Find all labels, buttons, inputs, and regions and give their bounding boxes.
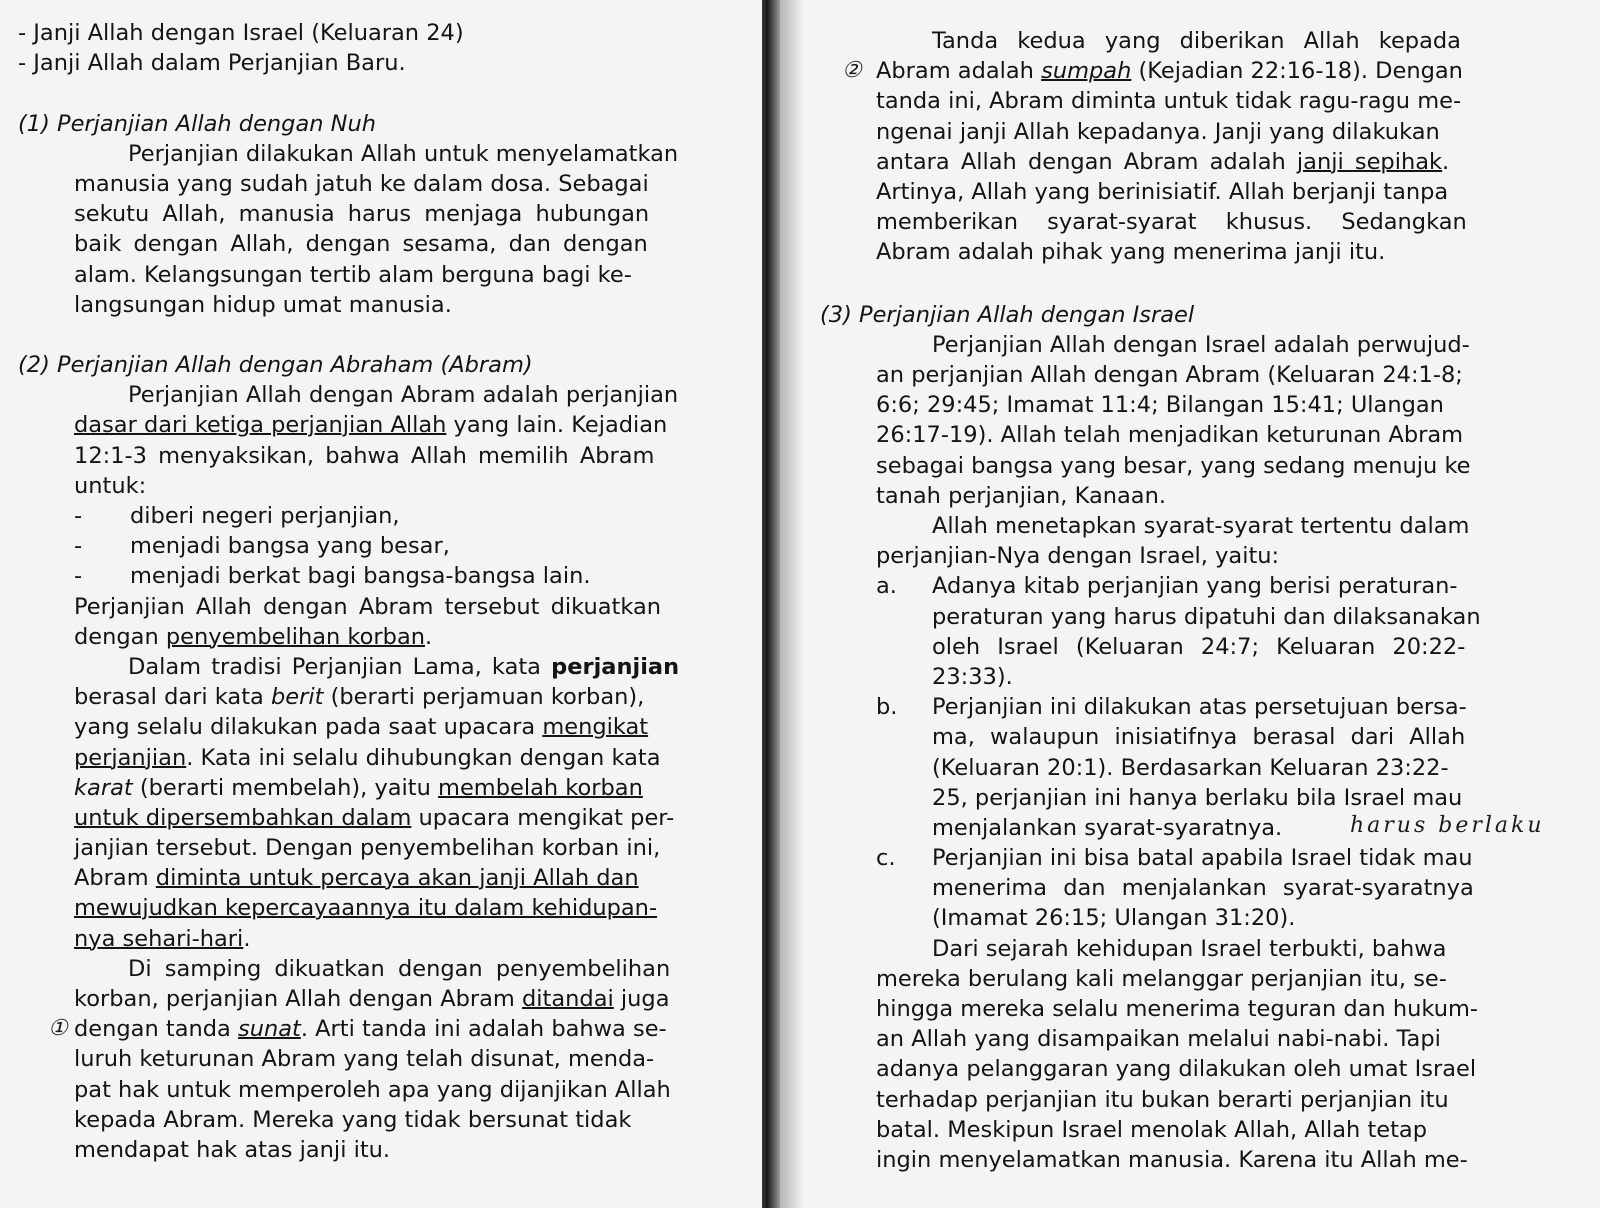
item-text: oleh Israel (Keluaran 24:7; Keluaran 20:22-	[932, 633, 1466, 660]
italic-term: karat	[74, 774, 133, 801]
paragraph-line: manusia yang sudah jatuh ke dalam dosa. Sebagai	[74, 170, 649, 197]
text-span: . Arti tanda ini adalah bahwa se-	[300, 1016, 667, 1043]
text-span: upacara mengikat per-	[411, 804, 675, 831]
paragraph-line: mereka berulang kali melanggar perjanjian itu, se-	[876, 965, 1447, 992]
bullet-item	[18, 531, 763, 561]
bullet-item	[18, 501, 763, 531]
text-span: yang lain. Kejadian	[446, 412, 668, 439]
paragraph-line: Allah menetapkan syarat-syarat tertentu dalam	[932, 513, 1470, 539]
item-text: ma, walaupun inisiatifnya berasal dari Allah	[932, 724, 1466, 751]
paragraph-line: adanya pelanggaran yang dilakukan oleh umat Israel	[876, 1056, 1477, 1083]
paragraph-line: kepada Abram. Mereka yang tidak bersunat tidak	[74, 1106, 632, 1133]
item-text: Adanya kitab perjanjian yang berisi peraturan-	[932, 573, 1458, 600]
text-span: .	[1442, 148, 1450, 175]
paragraph-line: 12:1-3 menyaksikan, bahwa Allah memilih Abram	[74, 442, 655, 469]
paragraph-line: Perjanjian Allah dengan Abram adalah perjanjian	[128, 382, 679, 409]
paragraph-line: Perjanjian Allah dengan Abram tersebut dikuatkan	[74, 593, 662, 620]
text-span: . Kata ini selalu dihubungkan dengan kata	[186, 744, 661, 771]
paragraph-line: Artinya, Allah yang berinisiatif. Allah berjanji tanpa	[876, 178, 1449, 205]
paragraph-line: Tanda kedua yang diberikan Allah kepada	[932, 28, 1461, 54]
text-span: Abram	[74, 865, 156, 892]
paragraph-line: hingga mereka selalu menerima teguran dan hukum-	[876, 996, 1478, 1022]
text-span: Dalam tradisi Perjanjian Lama, kata	[128, 653, 552, 680]
paragraph-line: ingin menyelamatkan manusia. Karena itu Allah me-	[876, 1146, 1468, 1173]
text-span: antara Allah dengan Abram adalah	[876, 148, 1297, 175]
paragraph-line: pat hak untuk memperoleh apa yang dijanjikan Allah	[74, 1076, 671, 1103]
item-text: menjalankan syarat-syaratnya.	[932, 814, 1283, 841]
paragraph-line: Abram adalah pihak yang menerima janji itu.	[876, 239, 1386, 266]
item-text: 25, perjanjian ini hanya berlaku bila Israel mau	[932, 784, 1463, 811]
paragraph-line: 26:17-19). Allah telah menjadikan keturunan Abram	[876, 422, 1464, 449]
underlined-phrase: diminta untuk percaya akan janji Allah dan	[155, 865, 639, 892]
text-span: dengan	[74, 623, 166, 650]
italic-term: sunat	[237, 1016, 301, 1043]
paragraph-line: Di samping dikuatkan dengan penyembelihan	[128, 955, 671, 982]
italic-term: berit	[271, 684, 324, 711]
underlined-phrase: dasar dari ketiga perjanjian Allah	[74, 412, 447, 439]
item-marker: a.	[876, 573, 897, 600]
gutter-shadow	[780, 0, 804, 1208]
item-text: Perjanjian ini dilakukan atas persetujuan bersa-	[932, 694, 1467, 721]
item-text: (Imamat 26:15; Ulangan 31:20).	[932, 905, 1296, 932]
underlined-phrase: ditandai	[522, 986, 614, 1012]
bold-term: perjanjian	[551, 653, 680, 680]
section-heading-1: (1) Perjanjian Allah dengan Nuh	[18, 110, 377, 137]
bullet-dash: -	[74, 503, 83, 529]
section-heading-2: (2) Perjanjian Allah dengan Abraham (Abram)	[18, 352, 533, 379]
text-span: juga	[613, 986, 670, 1012]
paragraph-line: alam. Kelangsungan tertib alam berguna bagi ke-	[74, 261, 632, 288]
text-span: dengan tanda	[74, 1016, 238, 1043]
bullet-text: menjadi berkat bagi bangsa-bangsa lain.	[130, 563, 591, 590]
text-span: Abram adalah	[876, 58, 1042, 85]
underlined-phrase: membelah korban	[438, 774, 643, 801]
bullet-item	[18, 561, 763, 591]
text-span: korban, perjanjian Allah dengan Abram	[74, 986, 523, 1012]
paragraph-line: sekutu Allah, manusia harus menjaga hubungan	[74, 201, 650, 228]
underlined-phrase: mewujudkan kepercayaannya itu dalam kehidupan-	[74, 895, 658, 922]
paragraph-line: langsungan hidup umat manusia.	[74, 291, 452, 318]
list-item	[820, 571, 1582, 601]
paragraph-line: Dari sejarah kehidupan Israel terbukti, bahwa	[932, 935, 1447, 962]
margin-mark-icon: ②	[842, 58, 862, 84]
text-span: yang selalu dilakukan pada saat upacara	[74, 714, 543, 741]
margin-mark-icon: ①	[48, 1016, 68, 1042]
item-text: 23:33).	[932, 663, 1013, 690]
underlined-phrase: penyembelihan korban	[165, 623, 425, 650]
paragraph-line: tanah perjanjian, Kanaan.	[876, 482, 1166, 509]
item-text: (Keluaran 20:1). Berdasarkan Keluaran 23:22-	[932, 754, 1449, 781]
underlined-phrase: janji sepihak	[1296, 148, 1443, 175]
list-item: - Janji Allah dalam Perjanjian Baru.	[18, 50, 406, 77]
paragraph-line: baik dengan Allah, dengan sesama, dan dengan	[74, 231, 648, 258]
list-item: - Janji Allah dengan Israel (Keluaran 24)	[18, 20, 464, 46]
list-item	[820, 692, 1582, 722]
text-span: (berarti perjamuan korban),	[323, 684, 645, 711]
text-span: (berarti membelah), yaitu	[132, 774, 439, 801]
paragraph-line: sebagai bangsa yang besar, yang sedang menuju ke	[876, 452, 1471, 479]
text-span: .	[425, 623, 433, 650]
item-marker: b.	[876, 694, 898, 721]
paragraph-line: batal. Meskipun Israel menolak Allah, Allah tetap	[876, 1116, 1427, 1143]
bullet-dash: -	[74, 533, 83, 560]
left-column	[18, 0, 763, 1165]
paragraph-line: an perjanjian Allah dengan Abram (Keluaran 24:1-8;	[876, 362, 1463, 389]
paragraph-line: 6:6; 29:45; Imamat 11:4; Bilangan 15:41; Ulangan	[876, 392, 1444, 419]
item-text: peraturan yang harus dipatuhi dan dilaksanakan	[932, 603, 1481, 630]
paragraph-line: perjanjian-Nya dengan Israel, yaitu:	[876, 543, 1280, 570]
bullet-text: diberi negeri perjanjian,	[130, 503, 400, 529]
text-span: berasal dari kata	[74, 684, 271, 711]
bullet-text: menjadi bangsa yang besar,	[130, 533, 450, 560]
item-text: menerima dan menjalankan syarat-syaratnya	[932, 875, 1474, 902]
paragraph-line: mendapat hak atas janji itu.	[74, 1136, 391, 1163]
paragraph-line: luruh keturunan Abram yang telah disunat, menda-	[74, 1046, 655, 1073]
text-span: .	[243, 925, 251, 952]
paragraph-line: janjian tersebut. Dengan penyembelihan korban ini,	[74, 835, 661, 862]
paragraph-line: Perjanjian Allah dengan Israel adalah perwujud-	[932, 331, 1470, 358]
handwritten-note: harus berlaku	[1350, 812, 1545, 838]
underlined-phrase: perjanjian	[74, 744, 187, 771]
page-gutter	[762, 0, 780, 1208]
underlined-phrase: untuk dipersembahkan dalam	[74, 804, 412, 831]
section-heading-3: (3) Perjanjian Allah dengan Israel	[820, 301, 1195, 328]
list-item	[820, 843, 1582, 873]
item-marker: c.	[876, 845, 896, 872]
item-text: Perjanjian ini bisa batal apabila Israel tidak mau	[932, 845, 1473, 872]
bullet-dash: -	[74, 563, 83, 590]
paragraph-line: terhadap perjanjian itu bukan berarti perjanjian itu	[876, 1086, 1449, 1113]
paragraph-line: Perjanjian dilakukan Allah untuk menyelamatkan	[128, 140, 679, 167]
text-span: (Kejadian 22:16-18). Dengan	[1131, 58, 1463, 85]
paragraph-line: tanda ini, Abram diminta untuk tidak ragu-ragu me-	[876, 88, 1462, 115]
right-column	[820, 0, 1582, 1175]
italic-term: sumpah	[1041, 58, 1132, 85]
paragraph-line: untuk:	[74, 472, 147, 499]
paragraph-line: ngenai janji Allah kepadanya. Janji yang dilakukan	[876, 118, 1440, 145]
paragraph-line: memberikan syarat-syarat khusus. Sedangkan	[876, 209, 1467, 236]
underlined-phrase: nya sehari-hari	[74, 925, 244, 952]
underlined-phrase: mengikat	[542, 714, 649, 741]
paragraph-line: an Allah yang disampaikan melalui nabi-nabi. Tapi	[876, 1026, 1441, 1053]
